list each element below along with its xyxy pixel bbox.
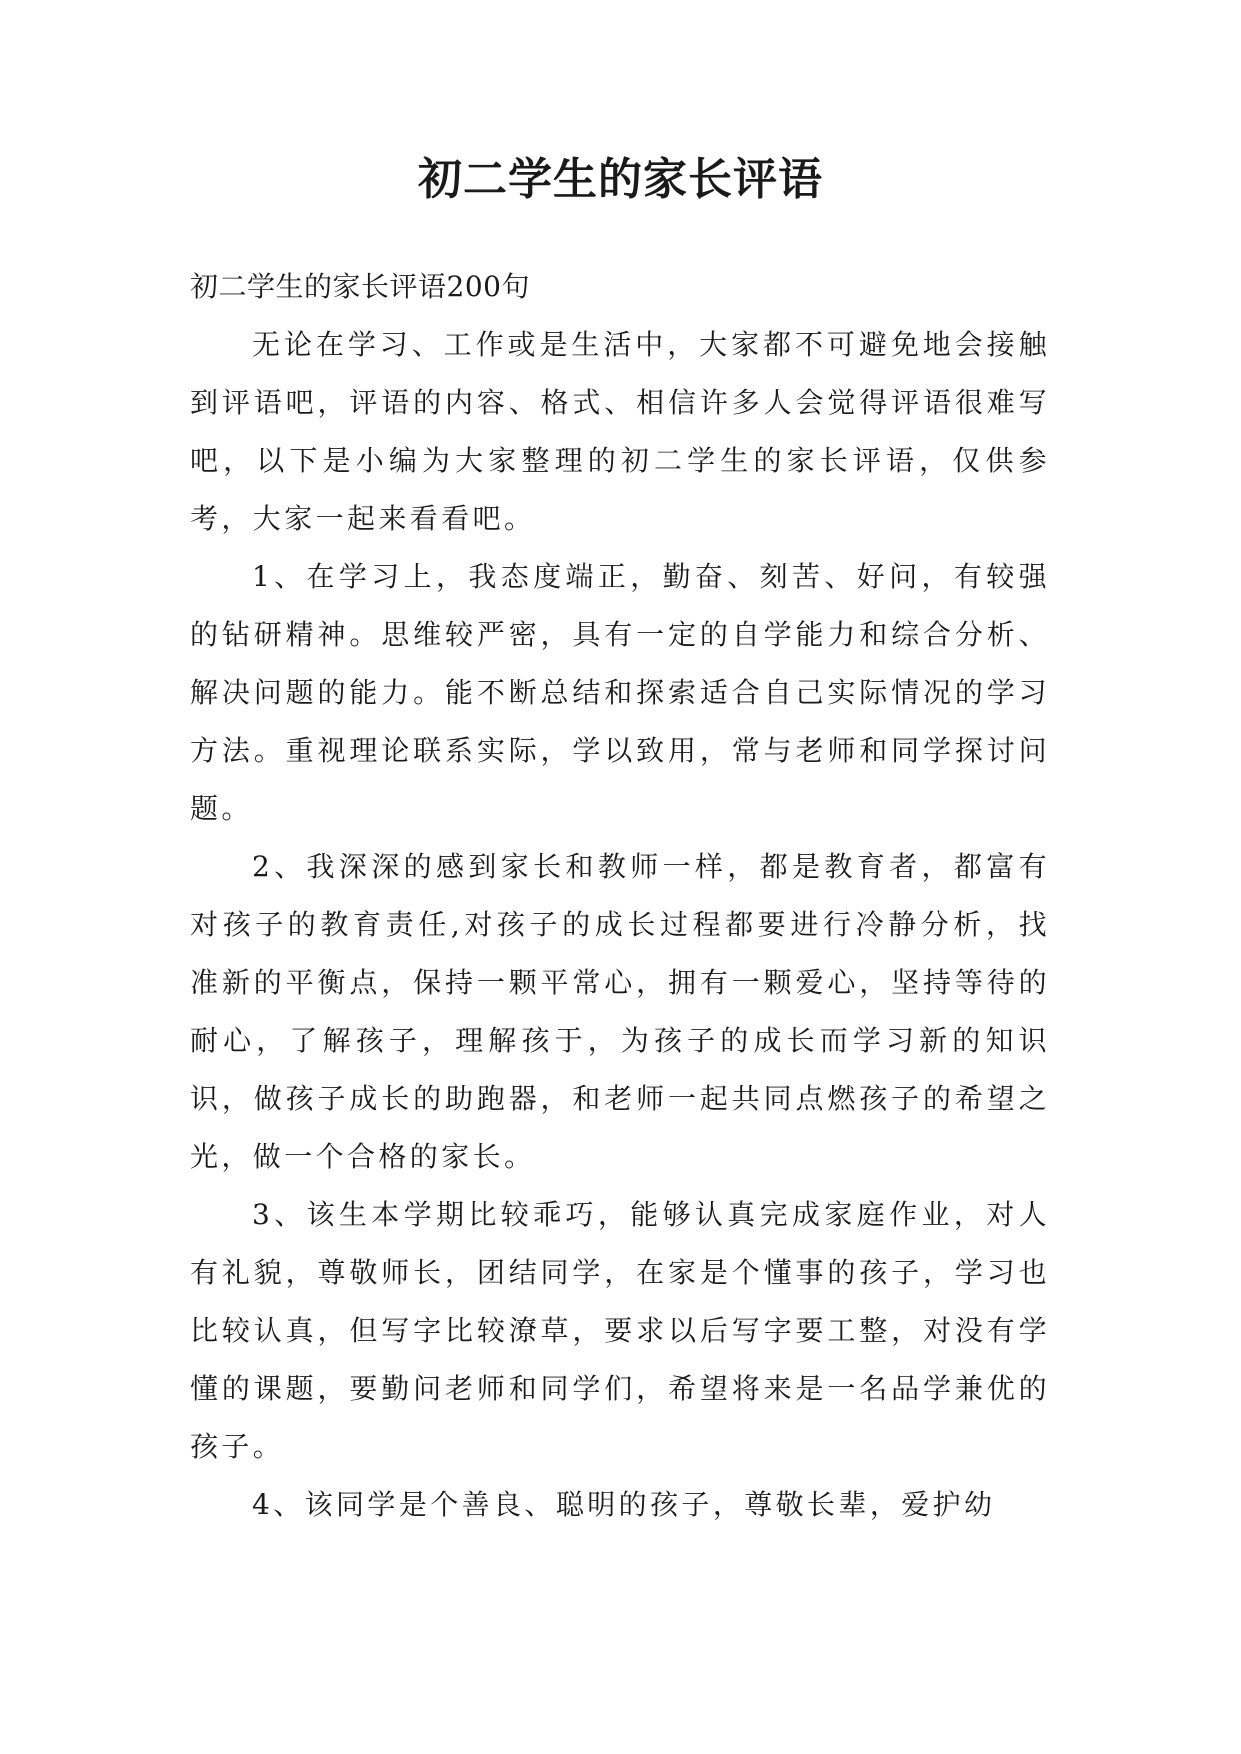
comment-paragraph-1: 1、在学习上，我态度端正，勤奋、刻苦、好问，有较强的钻研精神。思维较严密，具有一定的自学能力和综合分析、解决问题的能力。能不断总结和探索适合自己实际情况的学习方法。重视理论联系实际，学以致用，常与老师和同学探讨问题。 [190,560,1050,825]
document-title: 初二学生的家长评语 [418,154,823,205]
comment-paragraph-2: 2、我深深的感到家长和教师一样，都是教育者，都富有对孩子的教育责任,对孩子的成长过程都要进行冷静分析，找准新的平衡点，保持一颗平常心，拥有一颗爱心，坚持等待的耐心，了解孩子，理解孩于，为孩子的成长而学习新的知识识，做孩子成长的助跑器，和老师一起共同点燃孩子的希望之光，做一个合格的家长。 [190,850,1050,1173]
comment-paragraph-4: 4、该同学是个善良、聪明的孩子，尊敬长辈，爱护幼 [252,1488,996,1521]
document-subtitle: 初二学生的家长评语200句 [190,270,530,303]
comment-paragraph-3: 3、该生本学期比较乖巧，能够认真完成家庭作业，对人有礼貌，尊敬师长，团结同学，在家是个懂事的孩子，学习也比较认真，但写字比较潦草，要求以后写字要工整，对没有学懂的课题，要勤问老师和同学们，希望将来是一名品学兼优的孩子。 [190,1198,1050,1463]
intro-paragraph: 无论在学习、工作或是生活中，大家都不可避免地会接触到评语吧，评语的内容、格式、相信许多人会觉得评语很难写吧，以下是小编为大家整理的初二学生的家长评语，仅供参考，大家一起来看看吧。 [190,328,1050,535]
document-body [190,258,1050,1534]
